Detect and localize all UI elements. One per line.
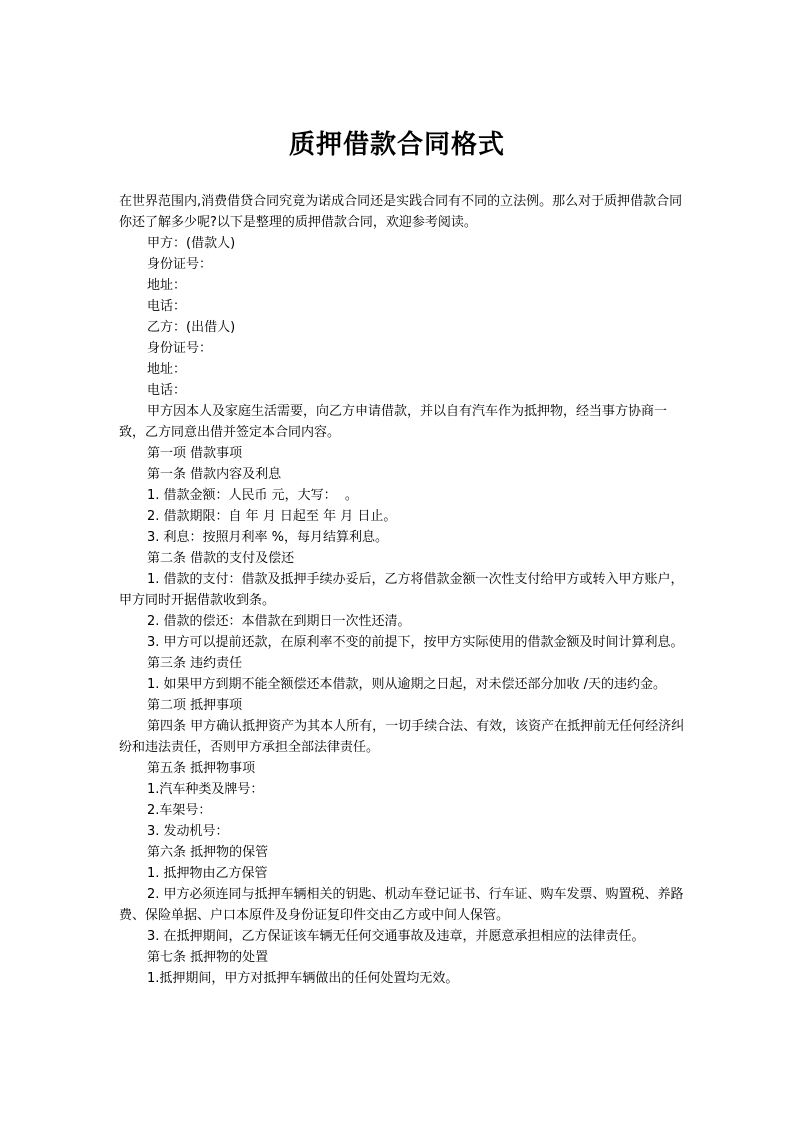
document-body (119, 191, 685, 989)
clause-interest: 3. 利息：按照月利率 %，每月结算利息。 (147, 530, 389, 545)
clause-early-repayment: 3. 甲方可以提前还款，在原利率不变的前提下，按甲方实际使用的借款金额及时间计算利息。 (147, 635, 684, 650)
clause-engine-number: 3. 发动机号： (147, 824, 229, 839)
article-heading-2: 第二条 借款的支付及偿还 (147, 551, 295, 566)
clause-no-accidents: 3. 在抵押期间，乙方保证该车辆无任何交通事故及违章，并愿意承担相应的法律责任。 (147, 929, 645, 944)
clause-frame-number: 2.车架号： (147, 803, 212, 818)
clause-payment: 1. 借款的支付：借款及抵押手续办妥后，乙方将借款金额一次性支付给甲方或转入甲方账户，甲方同时开据借款收到条。 (119, 572, 684, 608)
paragraph-party-a-phone: 电话： (147, 299, 187, 314)
clause-repayment: 2. 借款的偿还：本借款在到期日一次性还清。 (147, 614, 411, 629)
article-4: 第四条 甲方确认抵押资产为其本人所有，一切手续合法、有效，该资产在抵押前无任何经济纠纷和违法责任，否则甲方承担全部法律责任。 (119, 719, 685, 755)
paragraph-party-a-address: 地址： (147, 278, 187, 293)
paragraph-preamble: 甲方因本人及家庭生活需要，向乙方申请借款，并以自有汽车作为抵押物，经当事方协商一致，乙方同意出借并签定本合同内容。 (119, 404, 668, 440)
paragraph-party-a-id: 身份证号： (147, 257, 213, 272)
paragraph-party-b-phone: 电话： (147, 383, 187, 398)
paragraph-party-a: 甲方：(借款人) (147, 236, 236, 251)
clause-disposal: 1.抵押期间，甲方对抵押车辆做出的任何处置均无效。 (147, 971, 459, 986)
paragraph-party-b-address: 地址： (147, 362, 187, 377)
paragraph-party-b-id: 身份证号： (147, 341, 213, 356)
section-heading-pledge: 第二项 抵押事项 (147, 698, 243, 713)
clause-vehicle-type: 1.汽车种类及牌号： (147, 782, 264, 797)
article-heading-3: 第三条 违约责任 (147, 656, 243, 671)
article-heading-5: 第五条 抵押物事项 (147, 761, 256, 776)
paragraph-intro: 在世界范围内,消费借贷合同究竟为诺成合同还是实践合同有不同的立法例。那么对于质押借款合同你还了解多少呢?以下是整理的质押借款合同，欢迎参考阅读。 (119, 194, 683, 230)
article-heading-7: 第七条 抵押物的处置 (147, 950, 269, 965)
document-title: 质押借款合同格式 (288, 130, 505, 160)
clause-documents: 2. 甲方必须连同与抵押车辆相关的钥匙、机动车登记证书、行车证、购车发票、购置税、养路费、保险单据、户口本原件及身份证复印件交由乙方或中间人保管。 (119, 887, 684, 923)
article-heading-1: 第一条 借款内容及利息 (147, 467, 282, 482)
section-heading-loan: 第一项 借款事项 (147, 446, 243, 461)
paragraph-party-b: 乙方：(出借人) (147, 320, 236, 335)
article-heading-6: 第六条 抵押物的保管 (147, 845, 269, 860)
clause-custody: 1. 抵押物由乙方保管 (147, 866, 268, 881)
clause-loan-amount: 1. 借款金额：人民币 元，大写： 。 (147, 488, 358, 503)
clause-loan-term: 2. 借款期限：自 年 月 日起至 年 月 日止。 (147, 509, 397, 524)
clause-penalty: 1. 如果甲方到期不能全额偿还本借款，则从逾期之日起，对未偿还部分加收 /天的违约金。 (147, 677, 667, 692)
